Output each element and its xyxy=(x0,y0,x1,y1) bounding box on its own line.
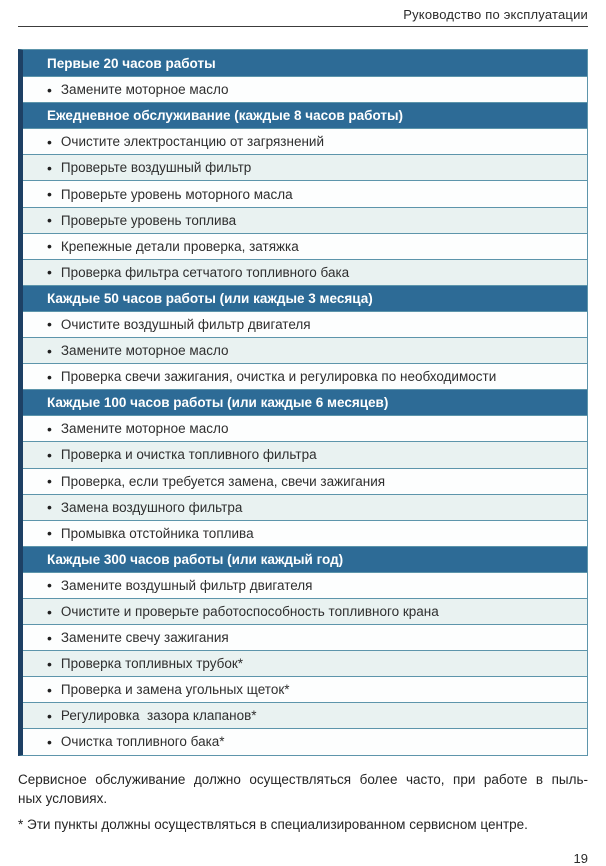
bullet-icon: • xyxy=(47,316,52,333)
table-row-label: Проверьте уровень топлива xyxy=(60,212,237,228)
table-row-label: Проверка и замена угольных щеток* xyxy=(60,682,290,698)
table-row-label: Очистите и проверьте работоспособность топливного крана xyxy=(60,604,439,620)
page-header-title: Руководство по эксплуатации xyxy=(403,7,588,22)
table-row xyxy=(23,76,587,102)
table-row-label: Проверьте уровень моторного масла xyxy=(60,186,293,202)
page-number: 19 xyxy=(573,850,588,866)
bullet-icon: • xyxy=(47,446,52,463)
table-row xyxy=(23,311,587,337)
table-row-label: Замените моторное масло xyxy=(60,421,229,437)
table-row xyxy=(23,128,587,154)
bullet-icon: • xyxy=(47,681,52,698)
bullet-icon: • xyxy=(47,159,52,176)
table-row xyxy=(23,259,587,285)
bullet-icon: • xyxy=(47,603,52,620)
table-row-label: Очистите воздушный фильтр двигателя xyxy=(60,316,311,332)
bullet-icon: • xyxy=(47,629,52,646)
table-row xyxy=(23,154,587,180)
table-row-label: Крепежные детали проверка, затяжка xyxy=(60,238,299,254)
table-row xyxy=(23,572,587,598)
table-row xyxy=(23,598,587,624)
table-row xyxy=(23,728,587,754)
bullet-icon: • xyxy=(47,733,52,750)
bullet-icon: • xyxy=(47,525,52,542)
table-row xyxy=(23,441,587,467)
bullet-icon: • xyxy=(47,264,52,281)
bullet-icon: • xyxy=(47,655,52,672)
table-section-header: Каждые 50 часов работы (или каждые 3 месяца) xyxy=(23,285,587,311)
table-row xyxy=(23,207,587,233)
bullet-icon: • xyxy=(47,342,52,359)
table-row-label: Проверка фильтра сетчатого топливного бака xyxy=(60,264,350,280)
table-row-label: Проверка свечи зажигания, очистка и регулировка по необходимости xyxy=(60,369,497,385)
table-row xyxy=(23,415,587,441)
table-row-label: Замените моторное масло xyxy=(60,343,229,359)
table-section-header: Первые 20 часов работы xyxy=(23,50,587,76)
table-row-label: Проверка топливных трубок* xyxy=(60,656,244,672)
bullet-icon: • xyxy=(47,420,52,437)
bullet-icon: • xyxy=(47,368,52,385)
table-section-header: Каждые 300 часов работы (или каждый год) xyxy=(23,546,587,572)
bullet-icon: • xyxy=(47,499,52,516)
table-row-label: Замените воздушный фильтр двигателя xyxy=(60,577,313,593)
bullet-icon: • xyxy=(47,81,52,98)
table-row xyxy=(23,676,587,702)
table-row-label: Замените моторное масло xyxy=(60,82,229,98)
table-section-header: Каждые 100 часов работы (или каждые 6 месяцев) xyxy=(23,389,587,415)
bullet-icon: • xyxy=(47,212,52,229)
table-row xyxy=(23,363,587,389)
table-row-label: Очистите электростанцию от загрязнений xyxy=(60,134,324,150)
maintenance-schedule-table xyxy=(18,49,588,756)
bullet-icon: • xyxy=(47,577,52,594)
table-row-label: Проверка, если требуется замена, свечи зажигания xyxy=(60,473,386,489)
table-row-label: Проверьте воздушный фильтр xyxy=(60,160,252,176)
table-row-label: Замена воздушного фильтра xyxy=(60,499,243,515)
table-row xyxy=(23,650,587,676)
table-row-label: Промывка отстойника топлива xyxy=(60,525,254,541)
bullet-icon: • xyxy=(47,238,52,255)
bullet-icon: • xyxy=(47,186,52,203)
table-row-label: Очистка топливного бака* xyxy=(60,734,225,750)
table-row-label: Замените свечу зажигания xyxy=(60,630,229,646)
bullet-icon: • xyxy=(47,707,52,724)
footnote-service-center: * Эти пункты должны осуществляться в специализированном сервисном центре. xyxy=(18,816,528,832)
footnote-dusty-line2: ных условиях. xyxy=(18,790,108,806)
bullet-icon: • xyxy=(47,133,52,150)
table-section-header: Ежедневное обслуживание (каждые 8 часов работы) xyxy=(23,102,587,128)
table-row xyxy=(23,520,587,546)
table-row xyxy=(23,337,587,363)
bullet-icon: • xyxy=(47,473,52,490)
footnote-dusty-line1: Сервисное обслуживание должно осуществляться более часто, при работе в пыль- xyxy=(18,771,588,787)
table-row-label: Регулировка зазора клапанов* xyxy=(60,708,257,724)
table-row xyxy=(23,180,587,206)
table-row-label: Проверка и очистка топливного фильтра xyxy=(60,447,317,463)
page-header xyxy=(18,0,588,27)
table-row xyxy=(23,702,587,728)
table-row xyxy=(23,624,587,650)
footnote-dusty-conditions xyxy=(18,770,588,808)
table-row xyxy=(23,494,587,520)
table-row xyxy=(23,233,587,259)
table-row xyxy=(23,468,587,494)
